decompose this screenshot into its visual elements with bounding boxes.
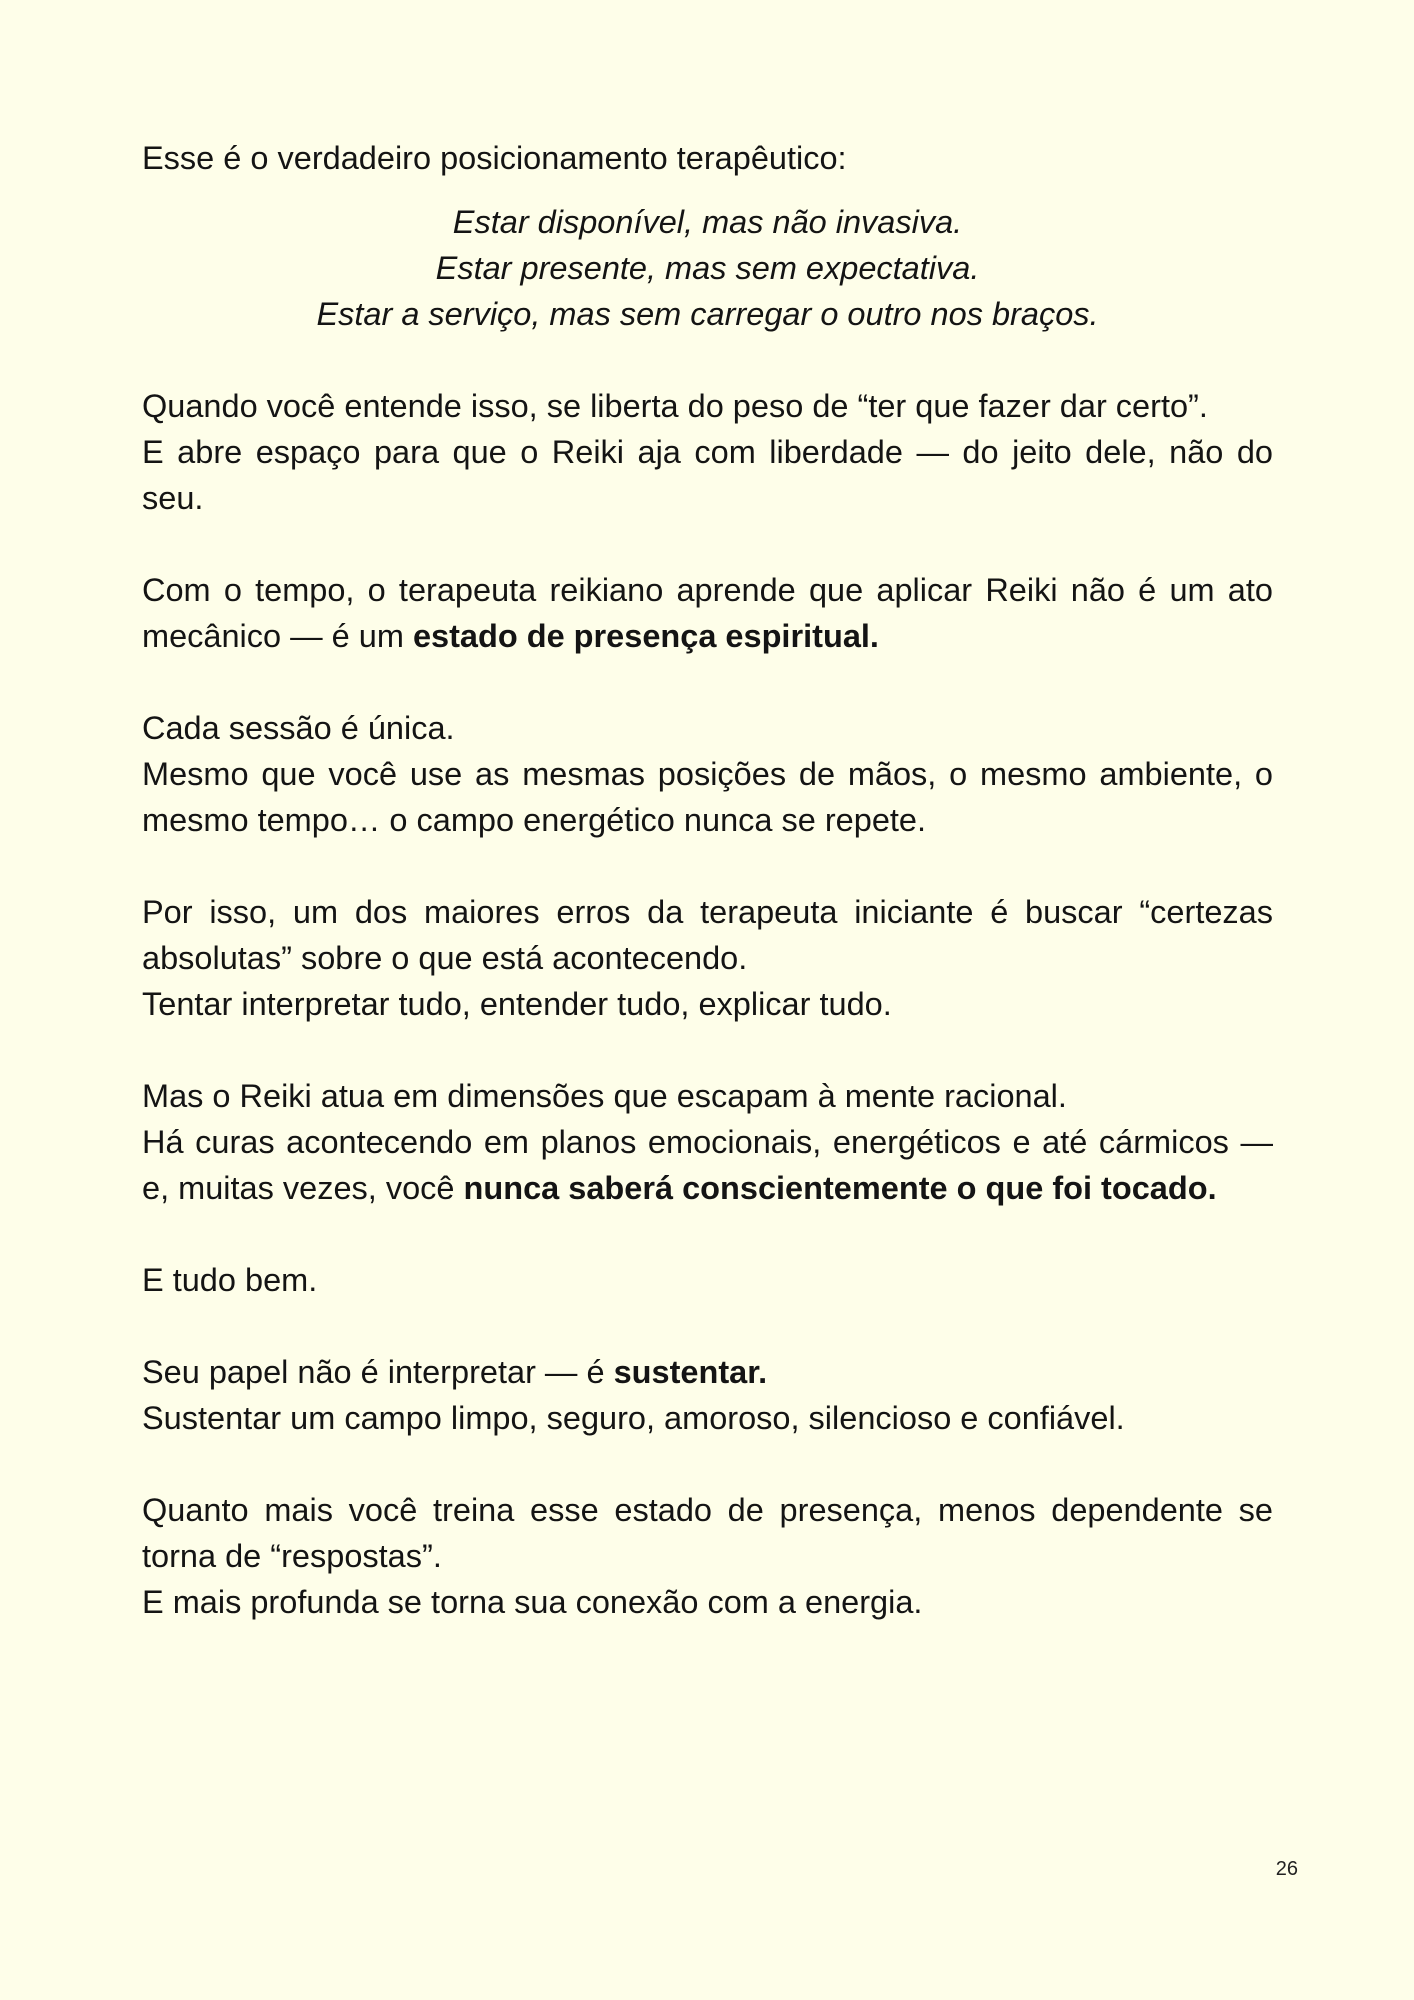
spacer — [142, 1027, 1273, 1073]
quote-line: Estar disponível, mas não invasiva. — [452, 204, 963, 240]
paragraph-line: Cada sessão é única. — [142, 710, 455, 746]
bold-emphasis: sustentar. — [613, 1354, 768, 1390]
intro-paragraph: Esse é o verdadeiro posicionamento terapêutico: — [142, 140, 847, 176]
paragraph-unique-session — [142, 705, 1273, 843]
paragraph-line: Por isso, um dos maiores erros da terapeuta iniciante é buscar “certezas absolutas” sobre o que está acontecendo. — [142, 894, 1273, 976]
paragraph-all-good: E tudo bem. — [142, 1262, 318, 1298]
quote-line: Estar a serviço, mas sem carregar o outro nos braços. — [316, 296, 1099, 332]
bold-emphasis: nunca saberá conscientemente o que foi tocado. — [463, 1170, 1217, 1206]
paragraph-line: Sustentar um campo limpo, seguro, amoroso, silencioso e confiável. — [142, 1400, 1125, 1436]
spacer — [142, 1441, 1273, 1487]
spacer — [142, 1211, 1273, 1257]
paragraph-text: Com o tempo, o terapeuta reikiano aprende que aplicar Reiki não é um ato mecânico — é um — [142, 572, 1273, 654]
italic-quote — [142, 199, 1273, 337]
paragraph-certainty — [142, 889, 1273, 1027]
paragraph-line: Quanto mais você treina esse estado de presença, menos dependente se torna de “respostas”. — [142, 1492, 1273, 1574]
spacer — [142, 843, 1273, 889]
page-number: 26 — [1275, 1858, 1298, 1880]
paragraph-line: E abre espaço para que o Reiki aja com liberdade — do jeito dele, não do seu. — [142, 434, 1273, 516]
paragraph-presence — [142, 567, 1273, 659]
quote-line: Estar presente, mas sem expectativa. — [435, 250, 980, 286]
paragraph-line: Mesmo que você use as mesmas posições de mãos, o mesmo ambiente, o mesmo tempo… o campo energético nunca se repete. — [142, 756, 1273, 838]
paragraph-text: Há curas acontecendo em planos emocionais, energéticos e até cármicos — e, muitas vezes, você — [142, 1124, 1273, 1206]
paragraph-liberation — [142, 383, 1273, 521]
spacer — [142, 1303, 1273, 1349]
paragraph-sustain — [142, 1349, 1273, 1441]
paragraph-text: Seu papel não é interpretar — é — [142, 1354, 614, 1390]
paragraph-line: Quando você entende isso, se liberta do peso de “ter que fazer dar certo”. — [142, 388, 1208, 424]
paragraph-training — [142, 1487, 1273, 1625]
paragraph-line: Mas o Reiki atua em dimensões que escapam à mente racional. — [142, 1078, 1067, 1114]
spacer — [142, 659, 1273, 705]
spacer — [142, 337, 1273, 383]
paragraph-line: E mais profunda se torna sua conexão com a energia. — [142, 1584, 923, 1620]
paragraph-line: Tentar interpretar tudo, entender tudo, explicar tudo. — [142, 986, 892, 1022]
page-body — [142, 135, 1273, 1625]
spacer — [142, 521, 1273, 567]
paragraph-dimensions — [142, 1073, 1273, 1211]
bold-emphasis: estado de presença espiritual. — [412, 618, 879, 654]
